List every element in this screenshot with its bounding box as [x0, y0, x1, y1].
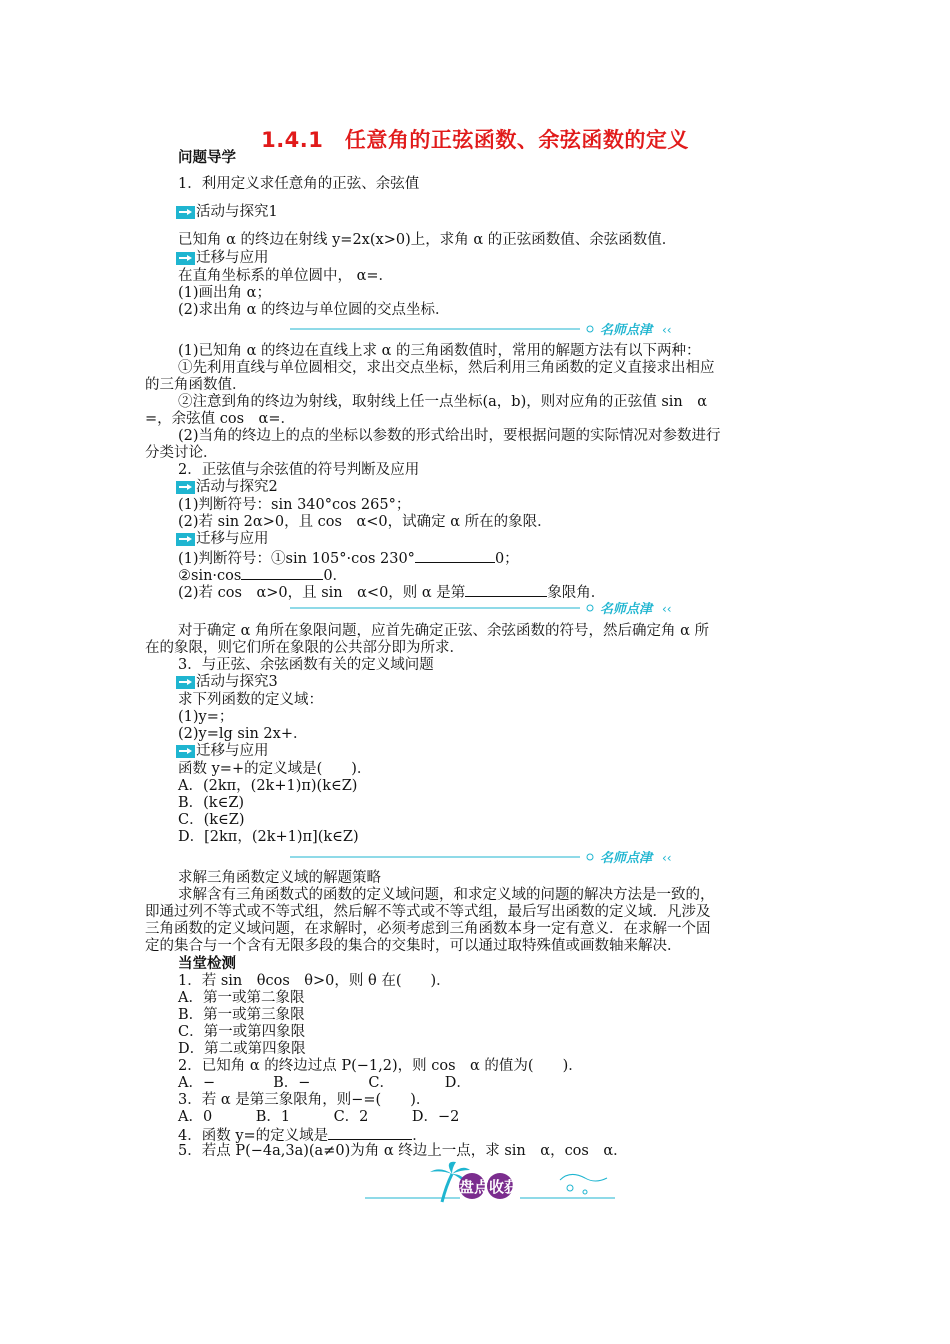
- activity-2-line: (1)判断符号：sin 340°cos 265°；: [178, 497, 411, 513]
- svg-text:‹‹: ‹‹: [662, 323, 672, 337]
- transfer-3-line: 函数 y=+的定义域是( )．: [178, 761, 372, 777]
- test-line: D．第二或第四象限: [178, 1041, 306, 1057]
- arrow-icon: [176, 533, 195, 546]
- test-line: B．第一或第三象限: [178, 1007, 305, 1023]
- test-line: C．第一或第四象限: [178, 1024, 306, 1040]
- footer-label: 盘点收获: [459, 1178, 520, 1196]
- answer-blank[interactable]: [328, 1126, 412, 1140]
- tip-3-line: 即通过列不等式或不等式组，然后解不等式或不等式组，最后写出函数的定义域．凡涉及: [145, 904, 711, 920]
- divider-label: 名师点津: [600, 323, 653, 338]
- test-line: A．0 B．1 C．2 D．−2: [178, 1109, 460, 1125]
- arrow-icon: [176, 745, 195, 758]
- section-2-heading: 2．正弦值与余弦值的符号判断及应用: [178, 462, 420, 478]
- svg-text:‹‹: ‹‹: [662, 851, 672, 865]
- choice-option: B．(k∈Z): [178, 795, 245, 811]
- section-test-heading: 当堂检测: [178, 956, 236, 972]
- activity-2-line: (2)若 sin 2α>0，且 cos α<0，试确定 α 所在的象限．: [178, 514, 552, 530]
- choice-option: D．[2kπ，(2k+1)π](k∈Z): [178, 829, 359, 845]
- test-line: A．− B．− C． D．: [178, 1075, 471, 1091]
- tip-1-line: =，余弦值 cos α=．: [145, 411, 295, 427]
- tip-1-line: ①先利用直线与单位圆相交，求出交点坐标，然后利用三角函数的定义直接求出相应: [178, 360, 715, 376]
- test-line: 1．若 sin θcos θ>0，则 θ 在( )．: [178, 973, 451, 989]
- tip-2-line: 在的象限，则它们所在象限的公共部分即为所求．: [145, 640, 464, 656]
- test-line: A．第一或第二象限: [178, 990, 305, 1006]
- transfer-1-line: (1)画出角 α；: [178, 285, 271, 301]
- choice-option: A．(2kπ，(2k+1)π)(k∈Z): [178, 778, 358, 794]
- answer-blank[interactable]: [465, 583, 547, 597]
- arrow-icon: [176, 676, 195, 689]
- section-1-heading: 1．利用定义求任意角的正弦、余弦值: [178, 176, 420, 192]
- tip-3-line: 求解含有三角函数式的函数的定义域问题，和求定义域的问题的解决方法是一致的，: [178, 887, 715, 903]
- transfer-2-line-3: (2)若 cos α>0，且 sin α<0，则 α 是第 象限角．: [178, 585, 606, 601]
- divider-label: 名师点津: [600, 602, 653, 617]
- tip-divider: [290, 848, 690, 866]
- tip-1-line: (1)已知角 α 的终边在直线上求 α 的三角函数值时，常用的解题方法有以下两种：: [178, 343, 701, 359]
- activity-2-label: 活动与探究2: [176, 479, 278, 495]
- test-line-4: 4．函数 y=的定义域是 ．: [178, 1128, 427, 1144]
- tip-2-line: 对于确定 α 角所在象限问题，应首先确定正弦、余弦函数的符号，然后确定角 α 所: [178, 623, 710, 639]
- activity-3-line: 求下列函数的定义域：: [178, 692, 323, 708]
- arrow-icon: [176, 481, 195, 494]
- transfer-2-line-1: (1)判断符号：①sin 105°·cos 230° 0；: [178, 551, 519, 567]
- tip-3-line: 三角函数的定义域问题，在求解时，必须考虑到三角函数本身一定有意义．在求解一个固: [145, 921, 711, 937]
- answer-blank[interactable]: [415, 549, 495, 563]
- tip-3-line: 定的集合与一个含有无限多段的集合的交集时，可以通过取特殊值或画数轴来解决．: [145, 938, 682, 954]
- tip-1-line: (2)当角的终边上的点的坐标以参数的形式给出时，要根据问题的实际情况对参数进行: [178, 428, 721, 444]
- transfer-1-line: (2)求出角 α 的终边与单位圆的交点坐标．: [178, 302, 450, 318]
- divider-label: 名师点津: [600, 851, 653, 866]
- activity-3-line: (2)y=lg sin 2x+．: [178, 726, 308, 742]
- section-3-heading: 3．与正弦、余弦函数有关的定义域问题: [178, 657, 434, 673]
- transfer-label-3: 迁移与应用: [176, 743, 269, 759]
- transfer-label-1: 迁移与应用: [176, 250, 269, 266]
- section-guide-heading: 问题导学: [178, 150, 236, 166]
- summary-banner: [360, 1158, 622, 1206]
- transfer-label-2: 迁移与应用: [176, 531, 269, 547]
- test-line: 3．若 α 是第三象限角，则−=( )．: [178, 1092, 431, 1108]
- tip-1-line: 的三角函数值．: [145, 377, 247, 393]
- transfer-1-line: 在直角坐标系的单位圆中， α=．: [178, 268, 394, 284]
- test-line: 2．已知角 α 的终边过点 P(−1,2)，则 cos α 的值为( )．: [178, 1058, 583, 1074]
- test-line-5: 5．若点 P(−4a,3a)(a≠0)为角 α 终边上一点，求 sin α，cos α．: [178, 1143, 628, 1159]
- activity-1-label: 活动与探究1: [176, 204, 278, 220]
- svg-text:‹‹: ‹‹: [662, 602, 672, 616]
- arrow-icon: [176, 206, 195, 219]
- activity-1-text: 已知角 α 的终边在射线 y=2x(x>0)上，求角 α 的正弦函数值、余弦函数值．: [178, 232, 677, 248]
- tip-divider: [290, 599, 690, 617]
- tip-1-line: 分类讨论．: [145, 445, 218, 461]
- page-title: 1.4.1 任意角的正弦函数、余弦函数的定义: [261, 128, 689, 152]
- activity-3-line: (1)y=；: [178, 709, 234, 725]
- arrow-icon: [176, 252, 195, 265]
- tip-divider: [290, 320, 690, 338]
- answer-blank[interactable]: [241, 566, 323, 580]
- tip-1-line: ②注意到角的终边为射线，取射线上任一点坐标(a，b)，则对应角的正弦值 sin α: [178, 394, 708, 410]
- choice-option: C．(k∈Z): [178, 812, 245, 828]
- transfer-2-line-2: ②sin·cos 0．: [178, 568, 348, 584]
- activity-3-label: 活动与探究3: [176, 674, 278, 690]
- tip-3-line: 求解三角函数定义域的解题策略: [178, 870, 381, 886]
